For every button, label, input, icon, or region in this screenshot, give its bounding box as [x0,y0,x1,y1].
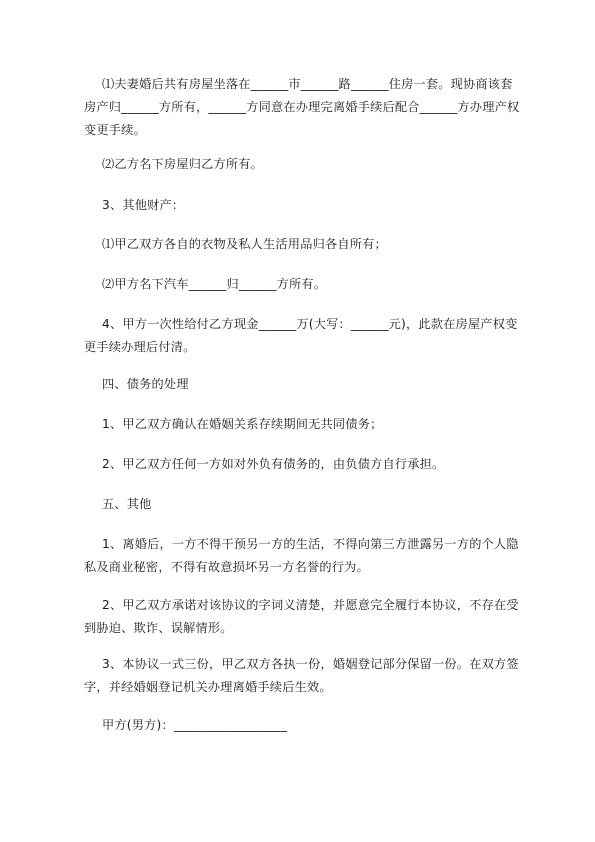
section-debt-heading: 四、债务的处理 [102,377,189,391]
paragraph-commitment: 2、甲乙双方承诺对该协议的字词义清楚，并愿意完全履行本协议，不存在受到胁迫、欺诈、误解情形。 [84,598,519,635]
paragraph-car: ⑵甲方名下汽车______归______方所有。 [102,277,327,291]
paragraph-privacy: 1、离婚后，一方不得干预另一方的生活，不得向第三方泄露另一方的个人隐私及商业秘密，不得有故意损坏另一方名誉的行为。 [84,537,519,574]
paragraph-personal-items: ⑴甲乙双方各自的衣物及私人生活用品归各自所有； [102,237,387,251]
paragraph-house-allocation: ⑴夫妻婚后共有房屋坐落在______市______路______住房一套。现协商该套房产归______方所有，______方同意在办理完离婚手续后配合______方办理产权变更手续。 [84,77,520,137]
paragraph-individual-debt: 2、甲乙双方任何一方如对外负有债务的，由负债方自行承担。 [102,457,445,471]
section-other-heading: 五、其他 [102,497,152,511]
section-other-property-heading: 3、其他财产： [102,198,185,212]
paragraph-no-common-debt: 1、甲乙双方确认在婚姻关系存续期间无共同债务； [102,417,383,431]
paragraph-cash-payment: 4、甲方一次性给付乙方现金______万(大写：______元)，此款在房屋产权变更手续办理后付清。 [84,317,518,354]
paragraph-party-b-house: ⑵乙方名下房屋归乙方所有。 [102,157,264,171]
signature-party-a: 甲方(男方)：__________________ [102,718,288,732]
paragraph-copies: 3、本协议一式三份，甲乙双方各执一份，婚姻登记部分保留一份。在双方签字，并经婚姻登记机关办理离婚手续后生效。 [84,657,519,694]
